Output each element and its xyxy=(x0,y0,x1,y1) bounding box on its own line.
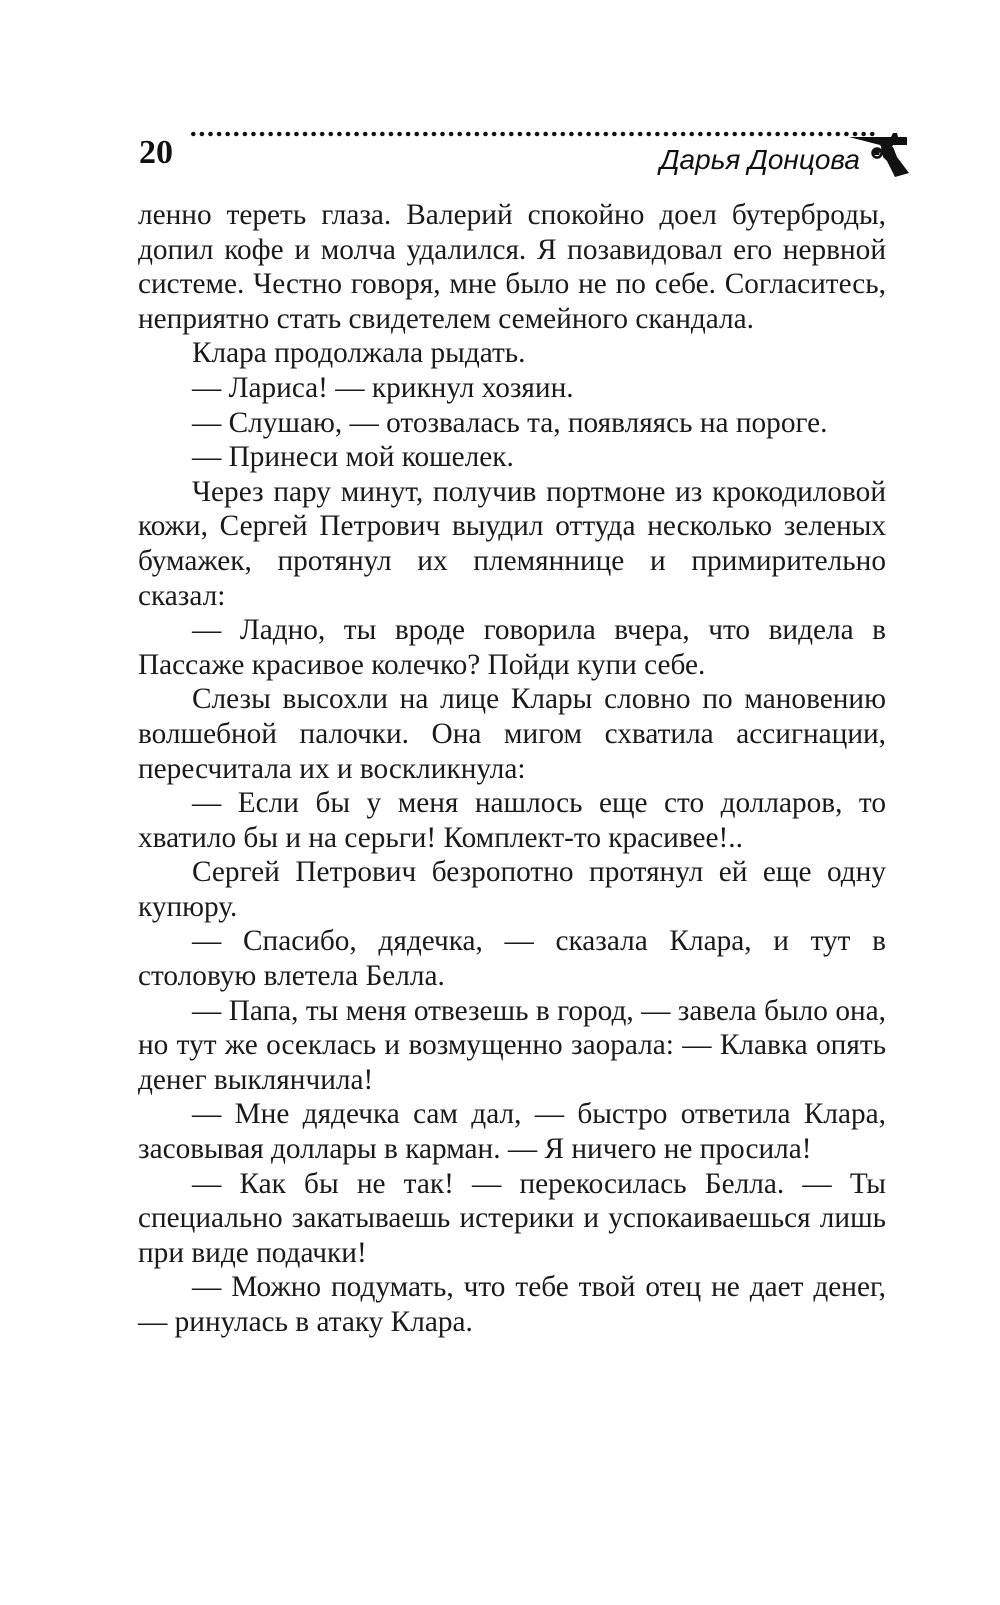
paragraph: — Мне дядечка сам дал, — быстро ответила Клара, засовывая доллары в карман. — Я ничего не просила! xyxy=(138,1098,886,1166)
paragraph: ленно тереть глаза. Валерий спокойно доел бутерброды, допил кофе и молча удалился. Я позавидовал его нервной системе. Честно говоря, мне было не по себе. Согласитесь, неприятно стать свидетелем семейного скандала. xyxy=(138,199,886,335)
paragraph: — Можно подумать, что тебе твой отец не дает денег, — ринулась в атаку Клара. xyxy=(138,1271,886,1338)
paragraph: Слезы высохли на лице Клары словно по мановению волшебной палочки. Она мигом схватила ассигнации, пересчитала их и воскликнула: xyxy=(138,683,886,785)
running-header xyxy=(137,125,937,195)
paragraph: — Слушаю, — отозвалась та, появляясь на пороге. xyxy=(192,406,828,439)
body-text xyxy=(138,198,886,1340)
paragraph: — Папа, ты меня отвезешь в город, — завела было она, но тут же осеклась и возмущенно заорала: — Клавка опять денег выклянчила! xyxy=(138,994,886,1096)
paragraph: — Лариса! — крикнул хозяин. xyxy=(192,371,574,404)
paragraph: Клара продолжала рыдать. xyxy=(192,337,526,370)
paragraph: — Как бы не так! — перекосилась Белла. — Ты специально закатываешь истерики и успокаиваешься лишь при виде подачки! xyxy=(138,1167,886,1269)
paragraph: — Спасибо, дядечка, — сказала Клара, и тут в столовую влетела Белла. xyxy=(138,925,886,993)
paragraph: Через пару минут, получив портмоне из крокодиловой кожи, Сергей Петрович выудил оттуда несколько зеленых бумажек, протянул их племяннице и примирительно сказал: xyxy=(138,475,886,612)
paragraph: — Принеси мой кошелек. xyxy=(192,441,514,474)
paragraph: — Если бы у меня нашлось еще сто долларов, то хватило бы и на серьги! Комплект-то красивее!.. xyxy=(138,787,886,854)
paragraph: Сергей Петрович безропотно протянул ей еще одну купюру. xyxy=(138,856,886,923)
paragraph: — Ладно, ты вроде говорила вчера, что видела в Пассаже красивое колечко? Пойди купи себе. xyxy=(138,614,886,681)
dotted-leader xyxy=(189,131,875,137)
revolver-icon xyxy=(847,131,909,177)
page-number: 20 xyxy=(139,134,173,171)
author-name: Дарья Донцова xyxy=(659,144,860,175)
